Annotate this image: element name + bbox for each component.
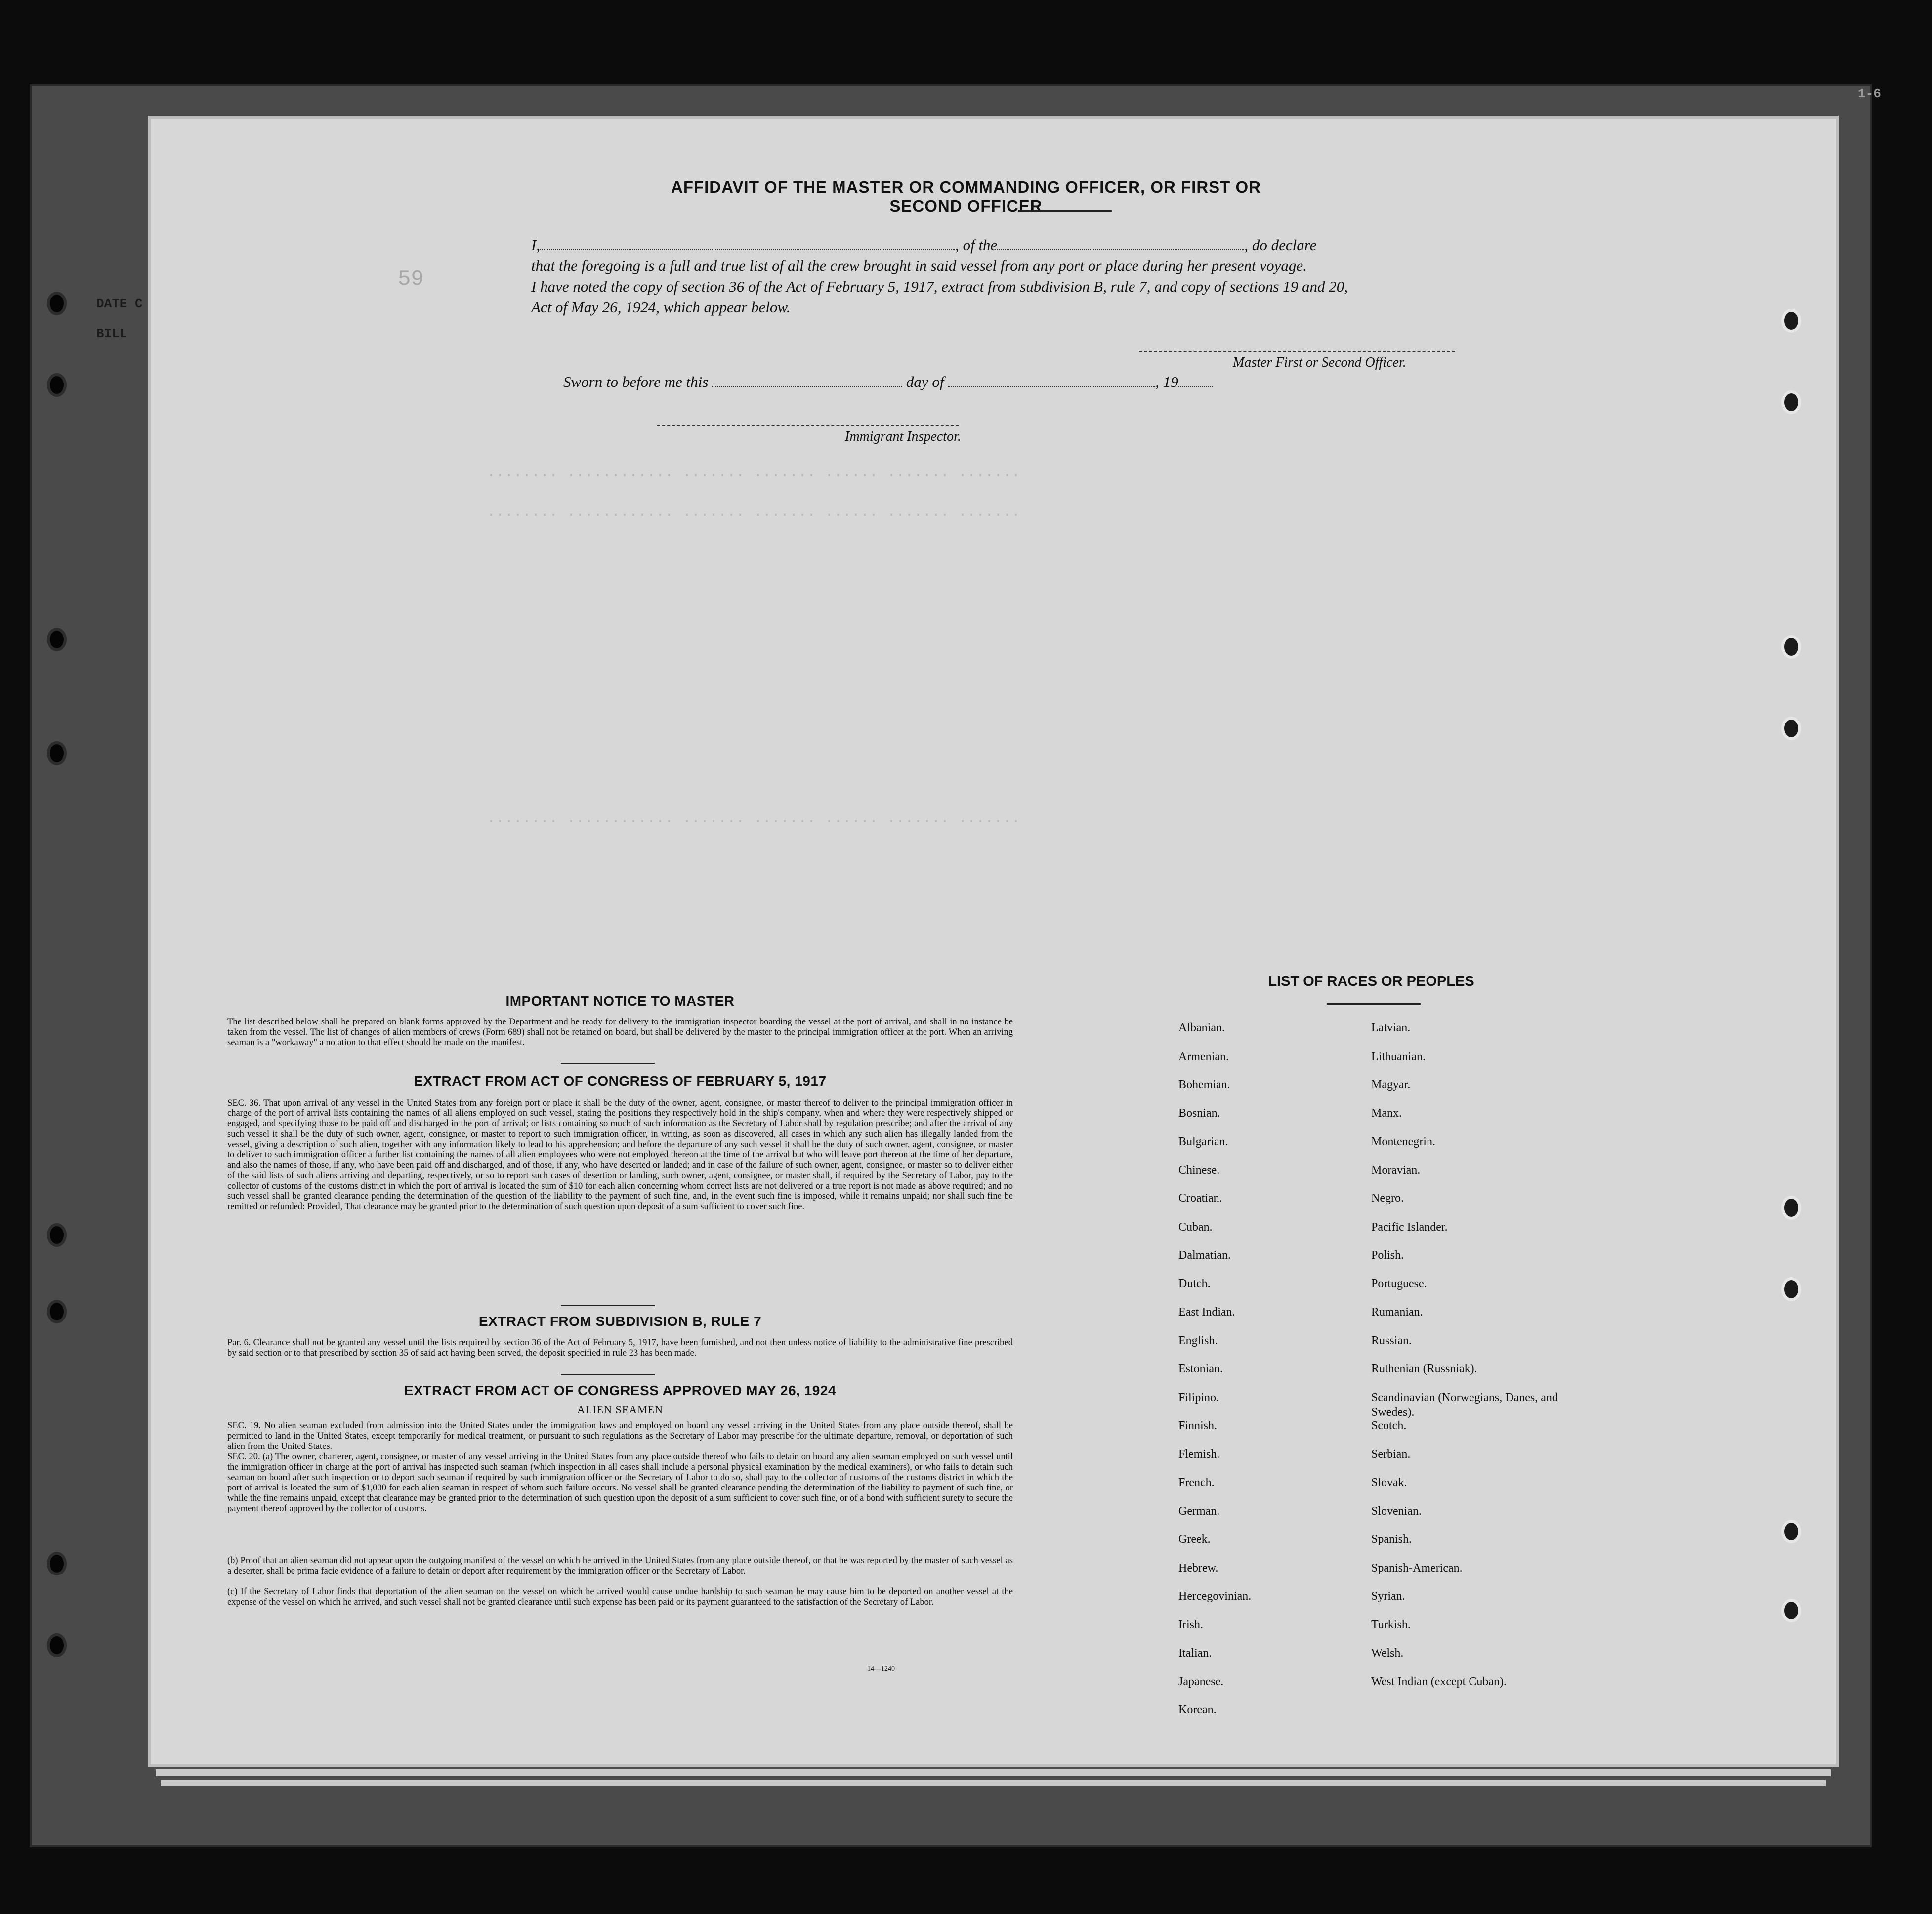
race-entry: Armenian. [1178, 1050, 1229, 1063]
title-rule [1018, 210, 1112, 212]
alien-seamen-subtitle: ALIEN SEAMEN [577, 1404, 663, 1416]
binder-hole [1781, 717, 1801, 740]
binder-hole [47, 1633, 67, 1657]
race-entry: Flemish. [1178, 1447, 1220, 1461]
binder-hole [47, 292, 67, 315]
year-prefix: , 19 [1155, 373, 1178, 390]
race-entry: West Indian (except Cuban). [1371, 1675, 1507, 1688]
extract-1917-body: SEC. 36. That upon arrival of any vessel in the United States from any foreign port or place it shall be the duty of the owner, agent, consignee, or master thereof to deliver to the principal immigration officer in charge of the port of arrival lists containing the names of all aliens employed on such vessel, stating the positions they respectively hold in the ship's company, when and where they were respectively shipped or engaged, and specifying those to be paid off and discharged in the port of arrival; or lists containing so much of such information as the Secretary of Labor shall by regulation prescribe; and after the arrival of any such vessel it shall be the duty of such owner, agent, consignee, or master to report to such immigration officer, in writing, as soon as discovered, all cases in which any such alien has illegally landed from the vessel, giving a description of such alien, together with any information likely to lead to his apprehension; and before the departure of any such vessel it shall be the duty of such owner, agent, consignee, or master to deliver to such immigration officer a further list containing the names of all alien employees who were not employed thereon at the time of the arrival but who will leave port thereon at the time of her departure, and also the names of those, if any, who have been paid off and discharged, and of those, if any, who have deserted or landed; and in case of the failure of such owner, agent, consignee, or master so to deliver either of the said lists of such aliens arriving and departing, respectively, or so to report such cases of desertion or landing, such owner, agent, consignee, or master shall, if required by the Secretary of Labor, pay to the collector of customs of the customs district in which the port of arrival is located the sum of $10 for each alien concerning whom correct lists are not delivered or a true report is not made as above required; and no such vessel shall be granted clearance pending the determination of the question of the liability to the payment of such fine, and, in the event such fine is imposed, while it remains unpaid; nor shall such fine be remitted or refunded: Provided, That clearance may be granted prior to the determination of such question upon deposit of a sum sufficient to cover such fine. [227, 1098, 1013, 1212]
sworn-year-blank [1178, 374, 1213, 387]
race-entry: Cuban. [1178, 1220, 1213, 1233]
race-entry: Albanian. [1178, 1021, 1225, 1034]
race-entry: Rumanian. [1371, 1306, 1423, 1319]
race-entry: Finnish. [1178, 1419, 1218, 1432]
race-entry: Spanish-American. [1371, 1561, 1463, 1574]
race-entry: Irish. [1178, 1618, 1203, 1631]
race-entry: Serbian. [1371, 1447, 1411, 1461]
notice-body: The list described below shall be prepared on blank forms approved by the Department and be ready for delivery to the immigration inspector boarding the vessel at the port of arrival, and shall in no instance be taken from the vessel. The list of changes of alien members of crews (Form 689) shall not be retained on board, but shall be delivered by the master to the principal immigration officer at the port. When an arriving seaman is a "workaway" a notation to that effect should be made on the manifest. [227, 1017, 1013, 1048]
corner-mark: 1-6 [1858, 86, 1881, 101]
declaration-line-2: that the foregoing is a full and true list of all the crew brought in said vessel from any port or place during her present voyage. [531, 257, 1307, 274]
race-entry: Estonian. [1178, 1362, 1223, 1375]
page-edge [161, 1780, 1826, 1786]
races-column-2 [1371, 1021, 1584, 1702]
ghost-page-number: 59 [398, 267, 424, 292]
race-entry: Hercegovinian. [1178, 1590, 1252, 1603]
race-entry: Scandinavian (Norwegians, Danes, and Swedes). [1371, 1391, 1558, 1419]
race-entry: Slovenian. [1371, 1504, 1422, 1518]
binder-hole [1781, 1277, 1801, 1301]
race-entry: Spanish. [1371, 1533, 1412, 1546]
vessel-name-blank [997, 237, 1244, 250]
race-entry: Slovak. [1371, 1476, 1407, 1489]
race-entry: Bulgarian. [1178, 1135, 1228, 1148]
race-entry: Pacific Islander. [1371, 1220, 1448, 1233]
section-rule [561, 1374, 655, 1375]
do-declare-text: , do declare [1244, 236, 1317, 254]
master-signature-label: Master First or Second Officer. [1233, 355, 1406, 370]
race-entry: Dalmatian. [1178, 1249, 1231, 1262]
race-entry: English. [1178, 1334, 1218, 1347]
master-signature-line [1139, 351, 1455, 352]
race-entry: Turkish. [1371, 1618, 1411, 1631]
form-number: 14—1240 [867, 1665, 895, 1673]
margin-date-label: DATE C [96, 297, 143, 311]
races-title: LIST OF RACES OR PEOPLES [1268, 974, 1474, 989]
race-entry: Filipino. [1178, 1391, 1219, 1404]
bleed-through-row: ........ ............ ....... ....... ...... ....... ....... [487, 810, 1021, 827]
binder-hole [1781, 1196, 1801, 1220]
declaration-line-1 [531, 235, 1480, 255]
binder-hole [1781, 1599, 1801, 1622]
race-entry: Lithuanian. [1371, 1050, 1426, 1063]
day-of-text: day of [906, 373, 944, 390]
race-entry: Manx. [1371, 1106, 1402, 1120]
race-entry: Negro. [1371, 1192, 1404, 1205]
race-entry: Portuguese. [1371, 1277, 1427, 1290]
binder-hole [47, 1552, 67, 1575]
extract-1924-sec19: SEC. 19. No alien seaman excluded from admission into the United States under the immigration laws and employed on board any vessel arriving in the United States from any place outside thereof, shall be permitted to land in the United States, except temporarily for medical treatment, or pursuant to such regulations as the Secretary of Labor may prescribe for the ultimate departure, removal, or deportation of such alien from the United States. [227, 1421, 1013, 1451]
sworn-prefix: Sworn to before me this [563, 373, 709, 390]
declaration-line-3: I have noted the copy of section 36 of the Act of February 5, 1917, extract from subdivision B, rule 7, and copy of sections 19 and 20, [531, 278, 1348, 295]
of-the-text: , of the [955, 236, 998, 254]
declaration-line-4: Act of May 26, 1924, which appear below. [531, 298, 791, 316]
extract-1924-title: EXTRACT FROM ACT OF CONGRESS APPROVED MAY 26, 1924 [404, 1383, 836, 1398]
race-entry: Ruthenian (Russniak). [1371, 1362, 1477, 1375]
race-entry: East Indian. [1178, 1306, 1235, 1319]
race-entry: Korean. [1178, 1703, 1217, 1716]
declarant-prefix: I, [531, 236, 541, 254]
extract-1917-title: EXTRACT FROM ACT OF CONGRESS OF FEBRUARY 5, 1917 [414, 1073, 827, 1089]
binder-hole [1781, 309, 1801, 333]
binder-hole [1781, 390, 1801, 414]
affidavit-page [151, 119, 1836, 1764]
binder-hole [47, 1300, 67, 1323]
race-entry: Hebrew. [1178, 1561, 1218, 1574]
race-entry: Chinese. [1178, 1163, 1220, 1177]
binder-hole [47, 1223, 67, 1247]
extract-1924-sec20a: SEC. 20. (a) The owner, charterer, agent, consignee, or master of any vessel arriving in the United States from any place outside thereof who fails to detain on board any alien seaman employed on such vessel until the immigration officer in charge at the port of arrival has inspected such seaman (which inspection in all cases shall include a personal physical examination by the medical examiners), or who fails to detain such seaman on board after such inspection or to deport such seaman if required by such immigration officer or the Secretary of Labor to do so, shall pay to the collector of customs of the customs district in which the port of arrival is located the sum of $1,000 for each alien seaman in respect of whom such failure occurs. No vessel shall be granted clearance pending the determination of the liability to payment of such fine, or while the fine remains unpaid, except that clearance may be granted prior to the determination of such question upon the deposit of a sum sufficient to cover such fine, or of a bond with sufficient surety to secure the payment thereof approved by the collector of customs. [227, 1452, 1013, 1514]
inspector-signature-line [657, 425, 959, 426]
race-entry: Welsh. [1371, 1647, 1404, 1659]
race-entry: Japanese. [1178, 1675, 1224, 1688]
bleed-through-row: ........ ............ ....... ....... ...... ....... ....... [487, 465, 1021, 481]
inspector-label: Immigrant Inspector. [845, 429, 961, 444]
races-title-rule [1327, 1003, 1421, 1005]
page-edge [156, 1769, 1831, 1776]
affidavit-title: AFFIDAVIT OF THE MASTER OR COMMANDING OFFICER, OR FIRST OR SECOND OFFICER [671, 178, 1261, 215]
race-entry: Latvian. [1371, 1021, 1411, 1034]
extract-rule7-title: EXTRACT FROM SUBDIVISION B, RULE 7 [478, 1314, 762, 1329]
extract-rule7-body: Par. 6. Clearance shall not be granted any vessel until the lists required by section 36 of the Act of February 5, 1917, have been furnished, and not then unless notice of liability to the administrative fine prescribed by said section or to that prescribed by section 35 of said act having been served, the deposit specified in rule 23 has been made. [227, 1338, 1013, 1358]
affidavit-body [531, 235, 1480, 318]
race-entry: Greek. [1178, 1533, 1211, 1546]
sworn-day-blank [712, 374, 902, 387]
race-entry: Croatian. [1178, 1192, 1222, 1205]
binder-hole [47, 741, 67, 765]
binder-hole [1781, 1520, 1801, 1543]
binder-hole [1781, 635, 1801, 659]
binder-hole [47, 628, 67, 651]
race-entry: Syrian. [1371, 1590, 1405, 1603]
race-entry: Moravian. [1371, 1163, 1421, 1177]
race-entry: Dutch. [1178, 1277, 1211, 1290]
sworn-line [563, 373, 1213, 391]
race-entry: German. [1178, 1504, 1220, 1518]
extract-1924-sec20c: (c) If the Secretary of Labor finds that deportation of the alien seaman on the vessel on which he arrived would cause undue hardship to such seaman he may cause him to be deported on another vessel at the expense of the vessel on which he arrived, and such vessel shall not be granted clearance until such expense has been paid or its payment guaranteed to the satisfaction of the Secretary of Labor. [227, 1587, 1013, 1607]
extract-1924-sec20b: (b) Proof that an alien seaman did not appear upon the outgoing manifest of the vessel on which he arrived in the United States from any place outside thereof, or that he was reported by the master of such vessel as a deserter, shall be prima facie evidence of a failure to detain or deport after requirement by the immigration officer or the Secretary of Labor. [227, 1556, 1013, 1576]
race-entry: Montenegrin. [1371, 1135, 1435, 1148]
race-entry: Russian. [1371, 1334, 1412, 1347]
race-entry: Polish. [1371, 1249, 1404, 1262]
bleed-through-row: ........ ............ ....... ....... ...... ....... ....... [487, 504, 1021, 521]
race-entry: Scotch. [1371, 1419, 1407, 1432]
race-entry: Italian. [1178, 1647, 1212, 1659]
sworn-month-blank [948, 374, 1155, 387]
section-rule [561, 1063, 655, 1064]
margin-bill-label: BILL [96, 326, 127, 341]
race-entry: Bosnian. [1178, 1106, 1220, 1120]
declarant-name-blank [540, 237, 955, 250]
binder-hole [47, 373, 67, 397]
race-entry: Magyar. [1371, 1078, 1411, 1091]
races-column-1 [1178, 1021, 1342, 1731]
notice-title: IMPORTANT NOTICE TO MASTER [505, 993, 735, 1009]
section-rule [561, 1305, 655, 1306]
race-entry: Bohemian. [1178, 1078, 1230, 1091]
race-entry: French. [1178, 1476, 1215, 1489]
